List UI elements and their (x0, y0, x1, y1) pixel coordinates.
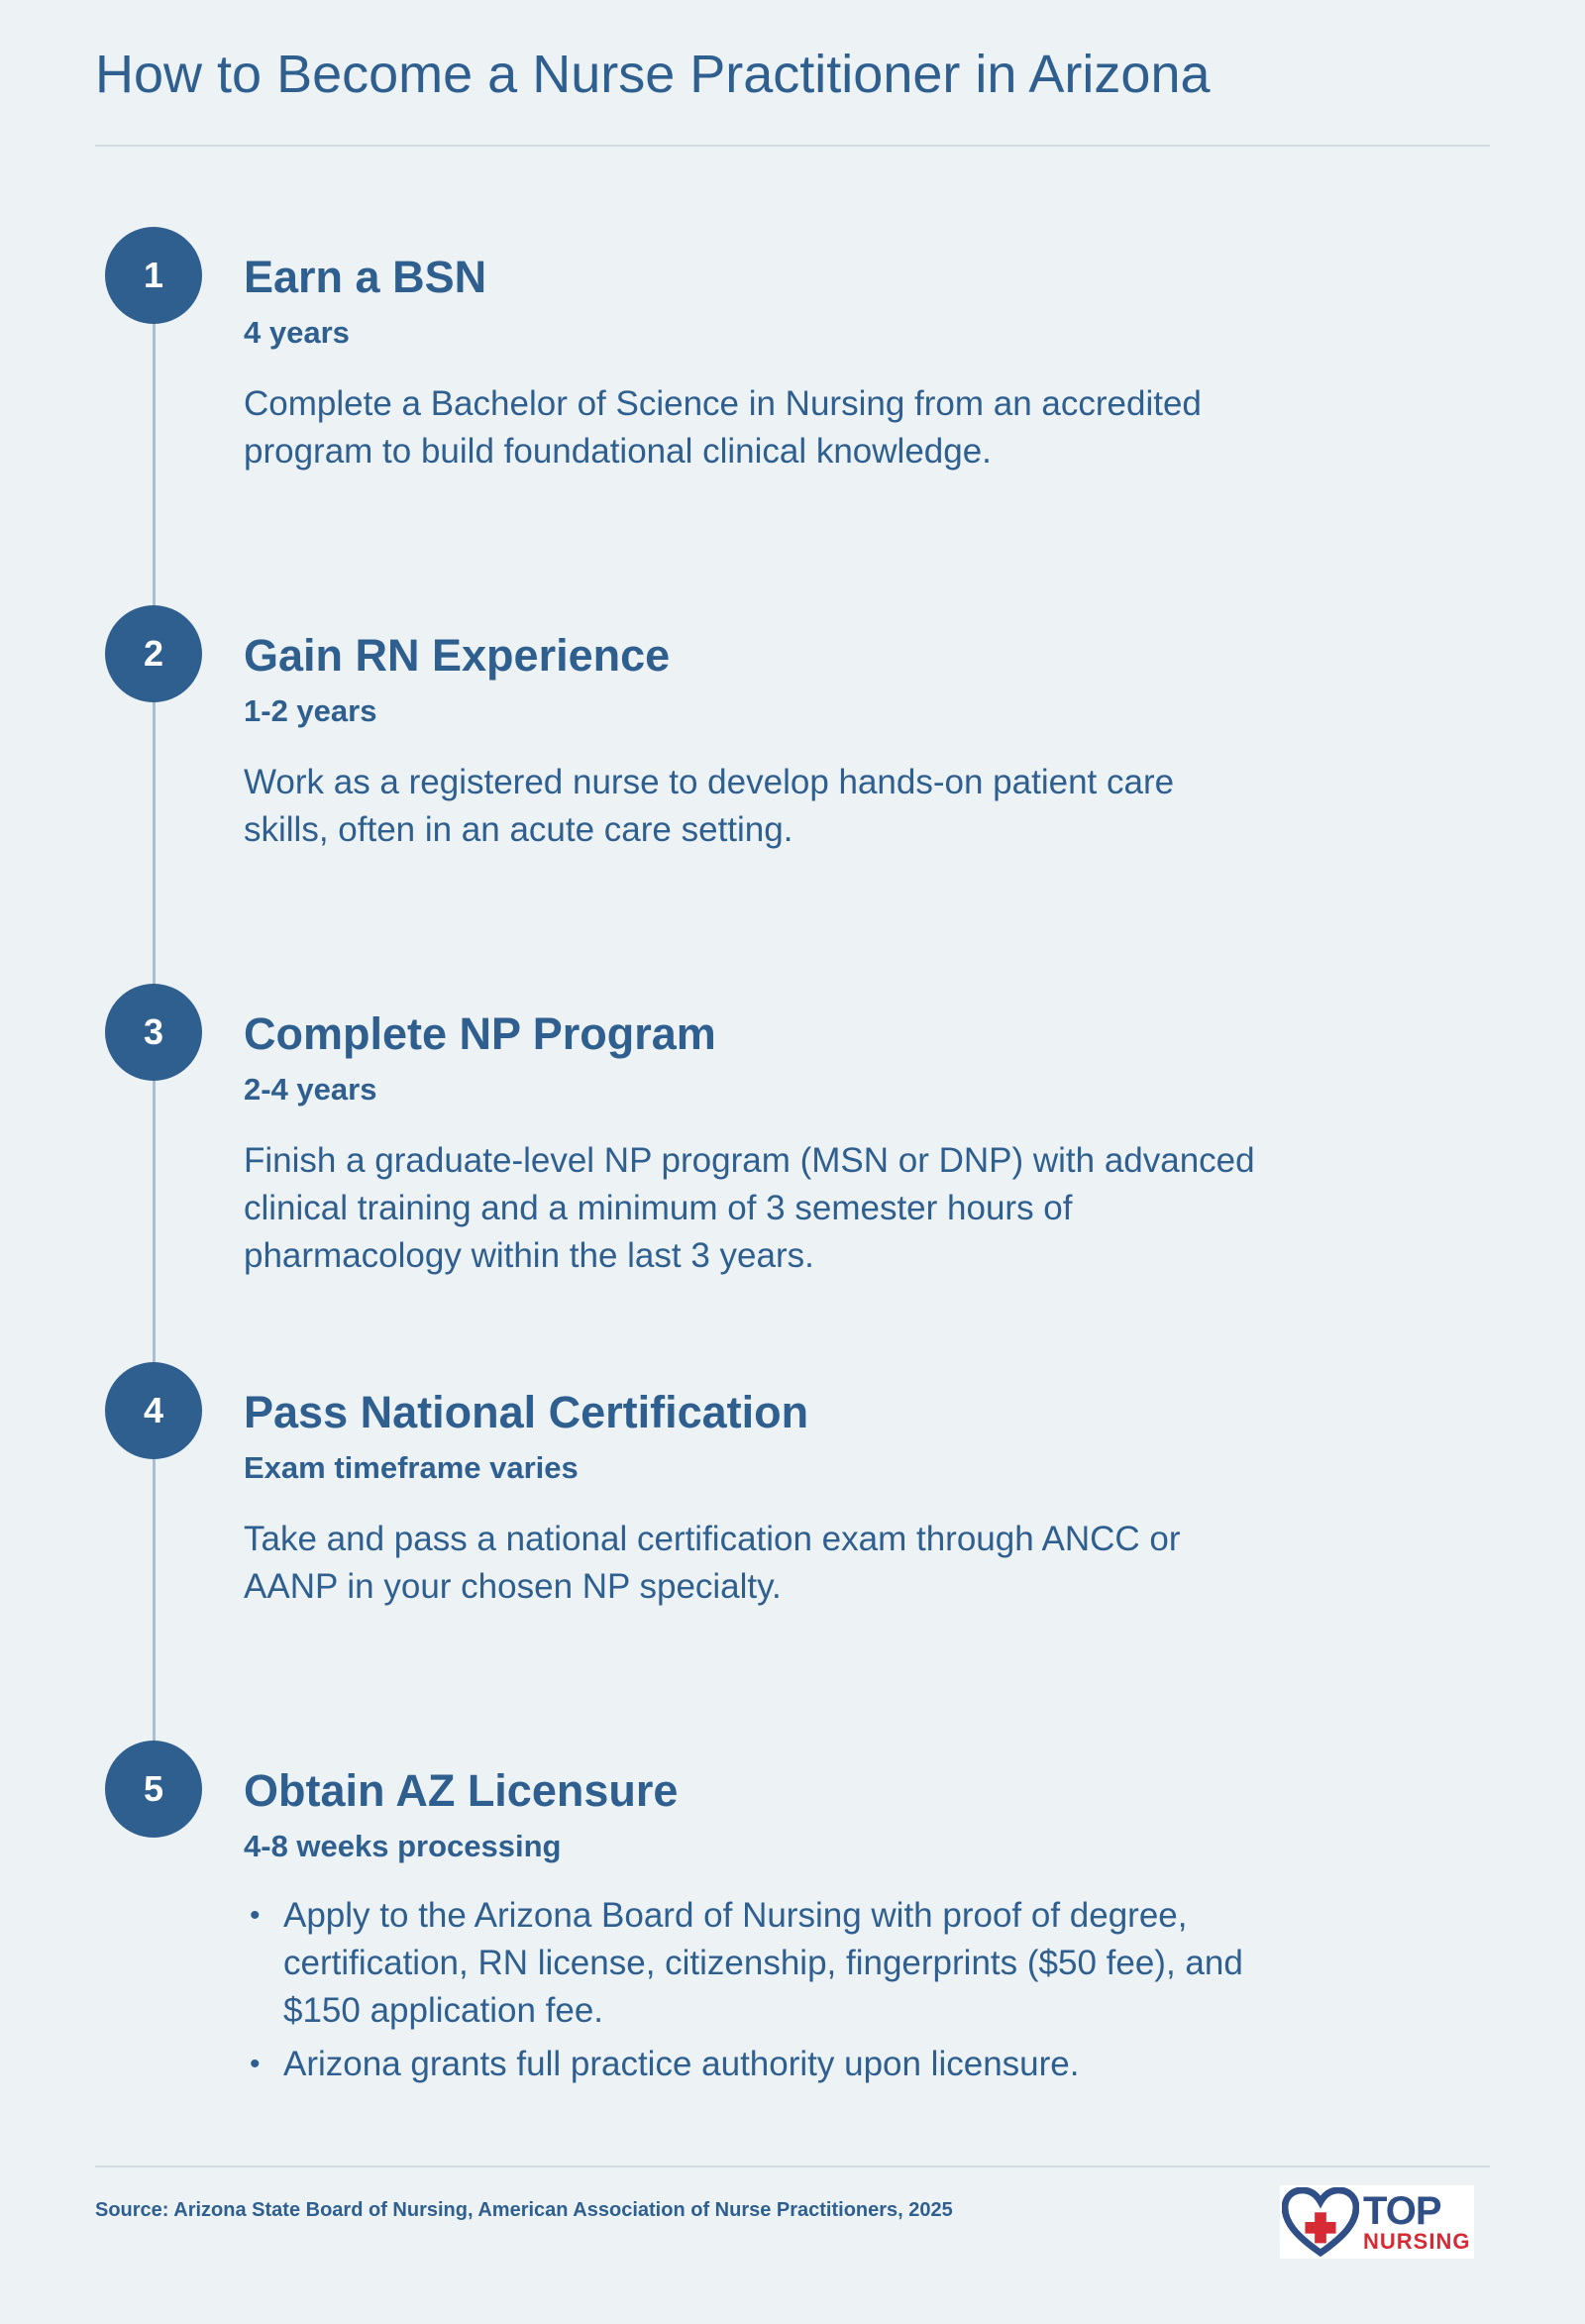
step-content (244, 1387, 1264, 1611)
logo-wordmark (1363, 2191, 1470, 2253)
step-bullet-list (244, 1892, 1264, 2088)
logo-top-text: TOP (1363, 2189, 1441, 2233)
step-description: Work as a registered nurse to develop hands-on patient care skills, often in an acute care setting. (244, 762, 1175, 849)
step-content (244, 1008, 1264, 1280)
step-duration: 1-2 years (244, 692, 377, 728)
step-number-badge: 5 (105, 1741, 202, 1838)
logo-nursing-text: NURSING (1363, 2229, 1471, 2254)
list-item (244, 1892, 1264, 2035)
bullet-text: Arizona grants full practice authority upon licensure. (283, 2044, 1080, 2083)
step-duration: 2-4 years (244, 1071, 377, 1107)
step-title: Gain RN Experience (244, 630, 671, 681)
step-duration: 4-8 weeks processing (244, 1828, 562, 1863)
step-title: Pass National Certification (244, 1387, 809, 1437)
source-note: Source: Arizona State Board of Nursing, American Association of Nurse Practitioners, 2025 (95, 2199, 953, 2221)
step-title: Complete NP Program (244, 1008, 716, 1059)
step-content (244, 1765, 1264, 2094)
step-description: Take and pass a national certification exam through ANCC or AANP in your chosen NP specialty. (244, 1519, 1181, 1606)
bullet-icon: • (250, 2047, 261, 2080)
heart-cross-icon (1282, 2187, 1359, 2257)
step-content (244, 252, 1264, 475)
step-description: Complete a Bachelor of Science in Nursing from an accredited program to build foundational clinical knowledge. (244, 383, 1202, 471)
footer-divider (95, 2166, 1490, 2167)
bullet-text: Apply to the Arizona Board of Nursing with proof of degree, certification, RN license, citizenship, fingerprints ($50 fee), and $150 application fee. (283, 1895, 1243, 2030)
step-duration: Exam timeframe varies (244, 1449, 579, 1485)
step-description: Finish a graduate-level NP program (MSN or DNP) with advanced clinical training and a minimum of 3 semester hours of pharmacology within the last 3 years. (244, 1140, 1255, 1275)
step-duration: 4 years (244, 314, 350, 350)
page-title: How to Become a Nurse Practitioner in Arizona (95, 45, 1211, 104)
step-number-badge: 3 (105, 984, 202, 1081)
step-number-badge: 1 (105, 227, 202, 324)
top-nursing-logo (1280, 2185, 1474, 2259)
step-title: Obtain AZ Licensure (244, 1765, 679, 1816)
bullet-icon: • (250, 1898, 261, 1932)
step-number-badge: 2 (105, 605, 202, 702)
title-divider (95, 145, 1490, 147)
step-title: Earn a BSN (244, 252, 487, 302)
step-content (244, 630, 1264, 854)
step-number-badge: 4 (105, 1362, 202, 1459)
list-item (244, 2041, 1264, 2088)
